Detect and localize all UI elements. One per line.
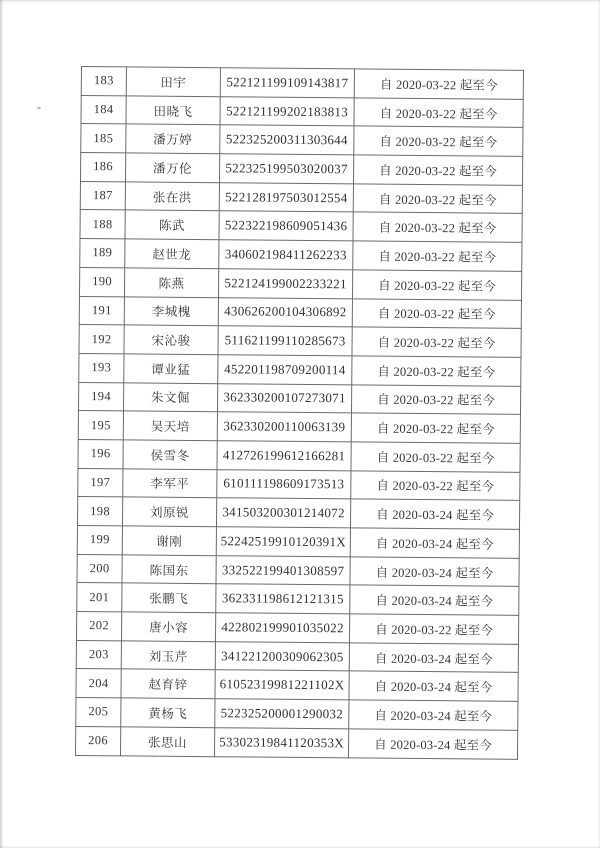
id-number-cell: 610111198609173513 — [217, 469, 351, 499]
id-number-cell: 522128197503012554 — [219, 182, 353, 212]
period-cell: 自 2020-03-22 起至今 — [352, 327, 521, 357]
name-cell: 唐小容 — [121, 612, 215, 642]
table-row — [78, 468, 520, 501]
table-row — [76, 640, 518, 673]
name-cell: 谢刚 — [122, 526, 216, 556]
row-number-cell: 197 — [78, 468, 123, 497]
table-row — [79, 325, 521, 358]
id-number-cell: 422802199901035022 — [215, 613, 349, 643]
id-number-cell: 522325200001290032 — [215, 699, 349, 729]
row-number-cell: 195 — [78, 411, 123, 440]
id-number-cell: 522325200311303644 — [220, 125, 354, 155]
name-cell: 李城槐 — [124, 296, 218, 326]
id-number-cell: 362331198612121315 — [216, 584, 350, 614]
table-row — [77, 497, 519, 530]
id-number-cell: 452201198709200114 — [218, 355, 352, 385]
period-cell: 自 2020-03-22 起至今 — [352, 270, 521, 300]
roster-table-body — [75, 67, 523, 759]
name-cell: 赵世龙 — [125, 239, 219, 269]
period-cell: 自 2020-03-24 起至今 — [350, 499, 519, 529]
table-row — [79, 353, 521, 386]
period-cell: 自 2020-03-22 起至今 — [351, 384, 520, 414]
id-number-cell: 332522199401308597 — [216, 555, 350, 585]
name-cell: 吴天培 — [123, 411, 217, 441]
row-number-cell: 189 — [80, 239, 125, 268]
id-number-cell: 522121199109143817 — [220, 68, 354, 98]
name-cell: 陈燕 — [124, 268, 218, 298]
table-row — [76, 612, 518, 645]
row-number-cell: 206 — [75, 726, 120, 755]
table-row — [78, 439, 520, 472]
table-row — [76, 669, 518, 702]
id-number-cell: 53302319841120353X — [214, 728, 348, 758]
period-cell: 自 2020-03-22 起至今 — [353, 155, 522, 185]
name-cell: 李军平 — [123, 469, 217, 499]
period-cell: 自 2020-03-22 起至今 — [353, 241, 522, 271]
period-cell: 自 2020-03-22 起至今 — [353, 184, 522, 214]
table-row — [77, 525, 519, 558]
row-number-cell: 185 — [81, 124, 126, 153]
name-cell: 潘万婷 — [126, 124, 220, 154]
table-row — [78, 411, 520, 444]
table-row — [81, 124, 523, 157]
id-number-cell: 61052319981221102X — [215, 670, 349, 700]
period-cell: 自 2020-03-24 起至今 — [348, 729, 517, 759]
period-cell: 自 2020-03-22 起至今 — [354, 98, 523, 128]
id-number-cell: 522124199002233221 — [218, 269, 352, 299]
table-row — [80, 153, 522, 186]
id-number-cell: 52242519910120391X — [216, 527, 350, 557]
period-cell: 自 2020-03-24 起至今 — [349, 700, 518, 730]
table-row — [81, 67, 523, 100]
period-cell: 自 2020-03-22 起至今 — [354, 126, 523, 156]
row-number-cell: 190 — [79, 267, 124, 296]
row-number-cell: 205 — [76, 698, 121, 727]
period-cell: 自 2020-03-24 起至今 — [350, 528, 519, 558]
id-number-cell: 362330200107273071 — [217, 383, 351, 413]
row-number-cell: 191 — [79, 296, 124, 325]
period-cell: 自 2020-03-24 起至今 — [350, 557, 519, 587]
name-cell: 陈武 — [125, 210, 219, 240]
name-cell: 侯雪冬 — [123, 440, 217, 470]
period-cell: 自 2020-03-22 起至今 — [353, 212, 522, 242]
id-number-cell: 511621199110285673 — [218, 326, 352, 356]
row-number-cell: 201 — [77, 583, 122, 612]
period-cell: 自 2020-03-24 起至今 — [349, 671, 518, 701]
row-number-cell: 198 — [77, 497, 122, 526]
table-row — [79, 296, 521, 329]
period-cell: 自 2020-03-24 起至今 — [349, 643, 518, 673]
id-number-cell: 340602198411262233 — [219, 240, 353, 270]
table-row — [75, 726, 517, 759]
name-cell: 张鹏飞 — [122, 583, 216, 613]
period-cell: 自 2020-03-24 起至今 — [350, 585, 519, 615]
name-cell: 张思山 — [120, 727, 214, 757]
period-cell: 自 2020-03-22 起至今 — [351, 442, 520, 472]
id-number-cell: 341503200301214072 — [216, 498, 350, 528]
id-number-cell: 522325199503020037 — [219, 154, 353, 184]
name-cell: 朱文倔 — [123, 382, 217, 412]
row-number-cell: 202 — [76, 612, 121, 641]
name-cell: 宋沁骏 — [124, 325, 218, 355]
name-cell: 田宇 — [126, 67, 220, 97]
id-number-cell: 430626200104306892 — [218, 297, 352, 327]
period-cell: 自 2020-03-22 起至今 — [354, 69, 523, 99]
table-row — [77, 583, 519, 616]
table-row — [81, 95, 523, 128]
id-number-cell: 362330200110063139 — [217, 412, 351, 442]
name-cell: 田晓飞 — [126, 96, 220, 126]
name-cell: 谭业猛 — [124, 354, 218, 384]
name-cell: 潘万伦 — [125, 153, 219, 183]
scan-artifact-dot — [37, 106, 41, 109]
id-number-cell: 522121199202183813 — [220, 96, 354, 126]
period-cell: 自 2020-03-22 起至今 — [352, 356, 521, 386]
table-row — [80, 210, 522, 243]
name-cell: 刘玉芹 — [121, 641, 215, 671]
table-row — [77, 554, 519, 587]
row-number-cell: 200 — [77, 554, 122, 583]
row-number-cell: 199 — [77, 525, 122, 554]
name-cell: 陈国东 — [122, 555, 216, 585]
row-number-cell: 204 — [76, 669, 121, 698]
period-cell: 自 2020-03-22 起至今 — [351, 470, 520, 500]
period-cell: 自 2020-03-22 起至今 — [351, 413, 520, 443]
table-row — [79, 267, 521, 300]
roster-table — [75, 66, 524, 759]
table-row — [76, 698, 518, 731]
row-number-cell: 186 — [80, 153, 125, 182]
period-cell: 自 2020-03-22 起至今 — [352, 298, 521, 328]
row-number-cell: 192 — [79, 325, 124, 354]
table-row — [80, 181, 522, 214]
period-cell: 自 2020-03-22 起至今 — [349, 614, 518, 644]
name-cell: 刘原锐 — [122, 497, 216, 527]
table-row — [78, 382, 520, 415]
id-number-cell: 522322198609051436 — [219, 211, 353, 241]
row-number-cell: 184 — [81, 95, 126, 124]
row-number-cell: 196 — [78, 439, 123, 468]
row-number-cell: 203 — [76, 640, 121, 669]
row-number-cell: 193 — [79, 353, 124, 382]
row-number-cell: 187 — [80, 181, 125, 210]
id-number-cell: 412726199612166281 — [217, 441, 351, 471]
id-number-cell: 341221200309062305 — [215, 641, 349, 671]
name-cell: 黄杨飞 — [121, 698, 215, 728]
row-number-cell: 188 — [80, 210, 125, 239]
table-row — [80, 239, 522, 272]
name-cell: 赵育锌 — [121, 669, 215, 699]
name-cell: 张在洪 — [125, 182, 219, 212]
row-number-cell: 183 — [81, 67, 126, 96]
row-number-cell: 194 — [78, 382, 123, 411]
